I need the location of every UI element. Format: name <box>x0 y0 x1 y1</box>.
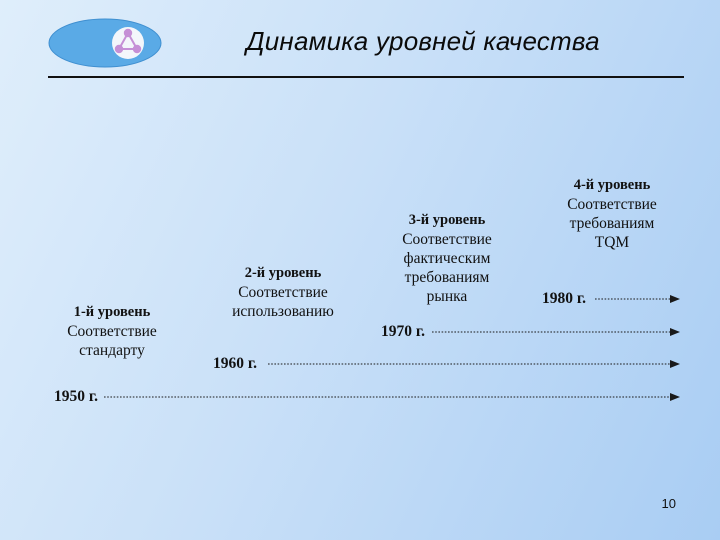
level-3-line-1: Соответствие <box>402 231 492 248</box>
page-title: Динамика уровней качества <box>246 26 600 56</box>
title-divider <box>48 76 684 78</box>
level-1-line-1: Соответствие <box>67 323 157 340</box>
timeline-arrow-1950 <box>104 392 680 402</box>
level-4-line-3: TQM <box>594 234 630 251</box>
level-4-block <box>555 176 669 252</box>
level-2-line-1: Соответствие <box>238 284 328 301</box>
year-label-1970: 1970 г. <box>381 323 426 340</box>
year-label-1960: 1960 г. <box>213 355 258 372</box>
level-4-title: 4-й уровень <box>573 177 651 193</box>
timeline-arrow-1960 <box>268 359 680 369</box>
level-2-line-2: использованию <box>232 303 334 320</box>
level-2-block <box>222 264 344 321</box>
logo-icon <box>48 18 162 68</box>
level-3-line-4: рынка <box>426 288 468 305</box>
page-number: 10 <box>661 496 676 511</box>
level-1-line-2: стандарту <box>79 342 145 359</box>
level-4-line-1: Соответствие <box>567 196 657 213</box>
level-3-line-2: фактическим <box>403 250 491 267</box>
level-4-line-2: требованиям <box>569 215 655 232</box>
year-label-1950: 1950 г. <box>54 388 99 405</box>
level-2-title: 2-й уровень <box>244 265 322 281</box>
year-label-1980: 1980 г. <box>542 290 587 307</box>
level-3-block <box>390 211 504 306</box>
level-3-title: 3-й уровень <box>408 212 486 228</box>
level-1-block <box>50 303 174 360</box>
timeline-arrow-1980 <box>595 294 680 304</box>
level-3-line-3: требованиям <box>404 269 490 286</box>
timeline-arrow-1970 <box>432 327 680 337</box>
level-1-title: 1-й уровень <box>73 304 151 320</box>
